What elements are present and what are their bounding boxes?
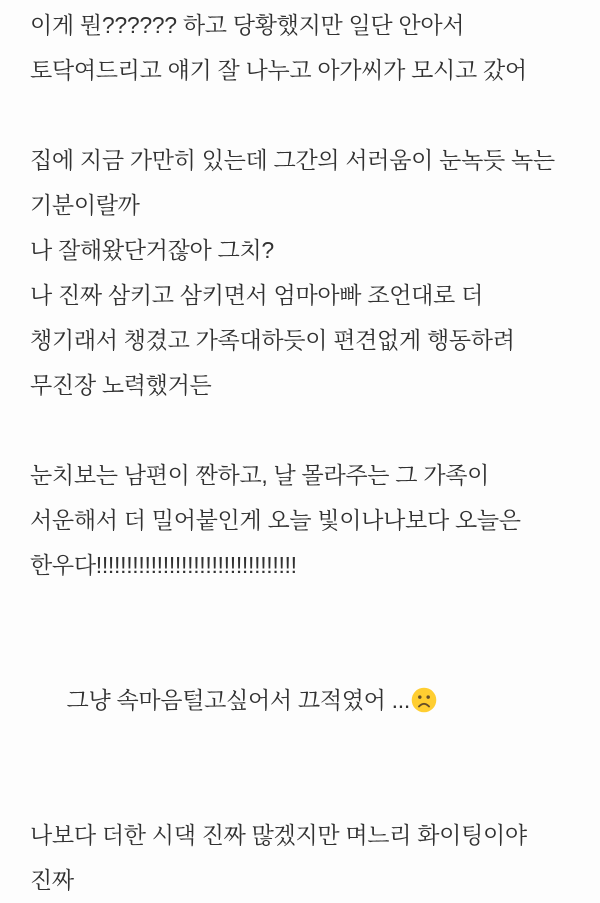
post-line: 나 잘해왔단거잖아 그치? xyxy=(30,237,274,263)
post-paragraph xyxy=(30,3,576,93)
post-line: 나 진짜 삼키고 삼키면서 엄마아빠 조언대로 더 xyxy=(30,282,483,308)
post-line: 집에 지금 가만히 있는데 그간의 서러움이 눈녹듯 녹는 xyxy=(30,147,555,173)
post-paragraph xyxy=(30,813,576,903)
post-line-text: 그냥 속마음털고싶어서 끄적였어 ... xyxy=(66,687,410,713)
post-line: 토닥여드리고 얘기 잘 나누고 아가씨가 모시고 갔어 xyxy=(30,57,527,83)
post-line: 나보다 더한 시댁 진짜 많겠지만 며느리 화이팅이야 xyxy=(30,822,527,848)
post-line: 한우다!!!!!!!!!!!!!!!!!!!!!!!!!!!!!!!!! xyxy=(30,552,297,578)
post-line: 서운해서 더 밀어붙인게 오늘 빛이나나보다 오늘은 xyxy=(30,507,521,533)
post-paragraph xyxy=(30,633,576,768)
post-paragraph xyxy=(30,138,576,408)
post-line: 이게 뭔?????? 하고 당황했지만 일단 안아서 xyxy=(30,12,465,38)
post-line: 무진장 노력했거든 xyxy=(30,372,212,398)
post-paragraph xyxy=(30,453,576,588)
post-line: 기분이랄까 xyxy=(30,192,140,218)
post-line xyxy=(30,633,576,768)
post-line: 챙기래서 챙겼고 가족대하듯이 편견없게 행동하려 xyxy=(30,327,515,353)
post-line: 눈치보는 남편이 짠하고, 날 몰라주는 그 가족이 xyxy=(30,462,490,488)
post-line: 진짜 xyxy=(30,867,74,893)
frowning-face-emoji xyxy=(411,683,437,709)
